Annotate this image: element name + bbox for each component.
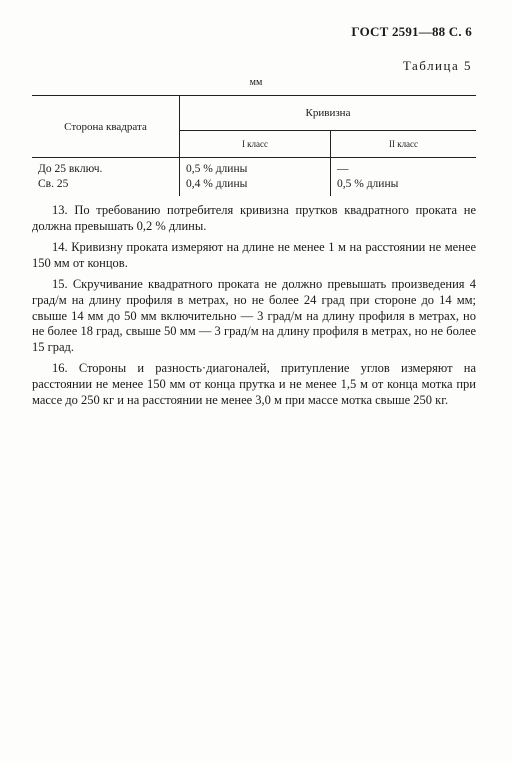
class2-cell: [331, 158, 477, 197]
class2-value: —: [337, 163, 349, 175]
table-row: [32, 158, 476, 197]
side-value: Св. 25: [38, 178, 69, 190]
body-text: [32, 203, 476, 414]
header-curvature: Кривизна: [180, 96, 477, 131]
document-reference: ГОСТ 2591—88 С. 6: [351, 24, 472, 39]
paragraph-13: 13. По требованию потребителя кривизна прутков квадратного проката не должна превышать 0,2 % длины.: [32, 203, 476, 233]
class1-value: 0,5 % длины: [186, 163, 248, 175]
header-side: Сторона квадрата: [32, 96, 180, 158]
table-unit: мм: [249, 77, 263, 88]
header-class-2: II класс: [331, 131, 477, 158]
class1-cell: [180, 158, 331, 197]
table-caption: Таблица 5: [402, 58, 472, 73]
paragraph-15: 15. Скручивание квадратного проката не должно превышать произведения 4 град/м на длину профиля в метрах, но не более 24 град при стороне до 14 мм; свыше 14 мм до 50 мм включительно — 3 град/м на длину профиля в метрах, но не более 18 град, свыше 50 мм — 3 град/м на длину профиля в метрах, но не более 15 град.: [32, 277, 476, 354]
class2-value: 0,5 % длины: [337, 178, 399, 190]
paragraph-16: 16. Стороны и разность·диагоналей, притупление углов измеряют на расстоянии не менее 150 мм от конца прутка и не менее 1,5 м от конца мотка при массе до 250 кг и на расстоянии не менее 3,0 м при массе мотка свыше 250 кг.: [32, 361, 476, 407]
header-class-1: I класс: [180, 131, 331, 158]
class1-value: 0,4 % длины: [186, 178, 248, 190]
paragraph-14: 14. Кривизну проката измеряют на длине не менее 1 м на расстоянии не менее 150 мм от концов.: [32, 240, 476, 270]
side-cell: [32, 158, 180, 197]
curvature-table: [32, 95, 476, 196]
side-value: До 25 включ.: [38, 163, 103, 175]
